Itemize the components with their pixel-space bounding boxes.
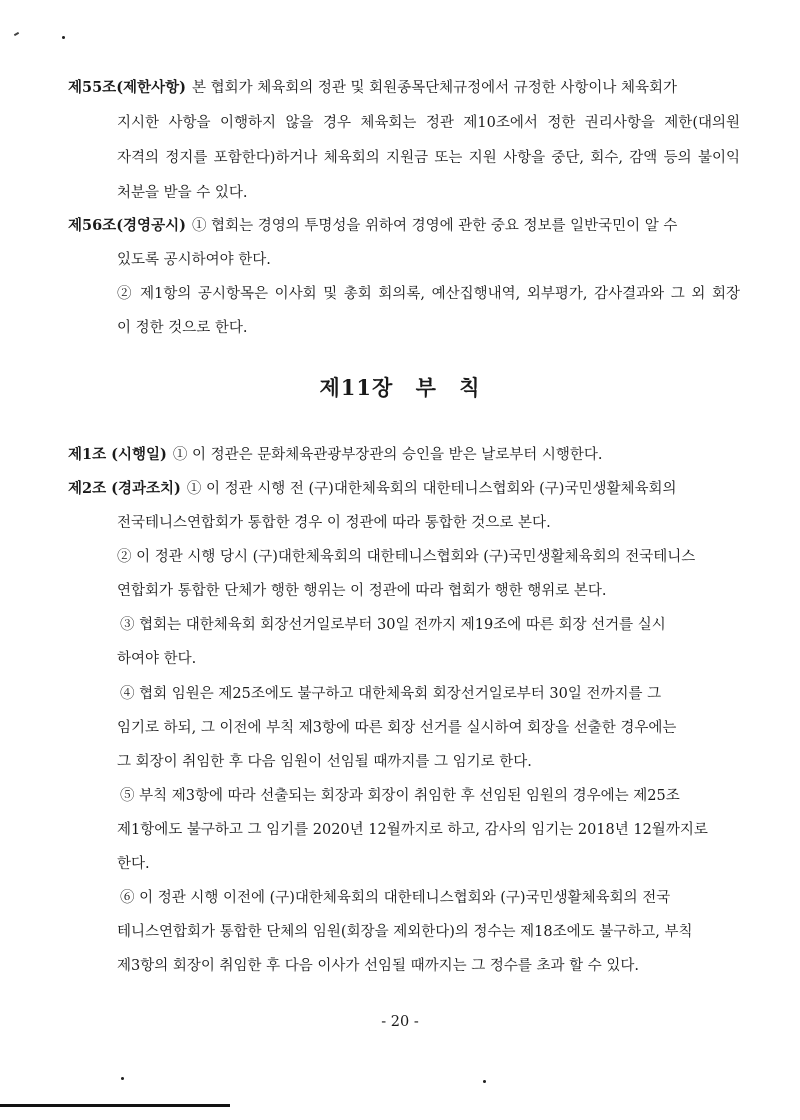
article-56-line-2: 있도록 공시하여야 한다. [117,252,271,268]
supp-article-2-line-4: 연합회가 통합한 단체가 행한 행위는 이 정관에 따라 협회가 행한 행위로 본다. [117,583,607,599]
supp-article-2-heading: 제2조 (경과조치) [68,480,181,497]
supp-article-2-line-12: 한다. [117,856,150,872]
page-number: - 20 - [381,1014,419,1030]
article-56-line-1: 제56조(경영공시) ① 협회는 경영의 투명성을 위하여 경영에 관한 중요 정보를 일반국민이 알 수 [68,217,678,234]
supp-article-2-line-13: ⑥ 이 정관 시행 이전에 (구)대한체육회의 대한테니스협회와 (구)국민생활체육회의 전국 [120,890,671,906]
supp-article-2-line-14: 테니스연합회가 통합한 단체의 임원(회장을 제외한다)의 정수는 제18조에도 불구하고, 부칙 [117,924,693,940]
article-55-line-1: 제55조(제한사항) 본 협회가 체육회의 정관 및 회원종목단체규정에서 규정한 사항이나 체육회가 [68,79,678,96]
supp-article-2-line-3: ② 이 정관 시행 당시 (구)대한체육회의 대한테니스협회와 (구)국민생활체육회의 전국테니스 [117,549,696,565]
scan-mark [14,32,19,36]
supp-article-2-line-11: 제1항에도 불구하고 그 임기를 2020년 12월까지로 하고, 감사의 임기는 2018년 12월까지로 [117,822,708,838]
scan-speck [62,36,65,39]
article-55-line-4: 처분을 받을 수 있다. [117,185,248,201]
supp-article-1-heading: 제1조 (시행일) [68,446,167,463]
supp-article-2-line-10: ⑤ 부칙 제3항에 따라 선출되는 회장과 회장이 취임한 후 선임된 임원의 경우에는 제25조 [120,788,680,804]
supp-article-2-line-15: 제3항의 회장이 취임한 후 다음 이사가 선임될 때까지는 그 정수를 초과 할 수 있다. [117,958,639,974]
scan-speck [121,1077,124,1080]
supp-article-2-line-9: 그 회장이 취임한 후 다음 임원이 선임될 때까지를 그 임기로 한다. [117,754,532,770]
supp-article-2-line-8: 임기로 하되, 그 이전에 부칙 제3항에 따른 회장 선거를 실시하여 회장을 선출한 경우에는 [117,720,677,736]
article-55-heading: 제55조(제한사항) [68,79,186,96]
scan-speck [483,1080,486,1083]
chapter-title: 제11장 부 칙 [319,375,481,400]
supp-article-2-line-6: 하여야 한다. [117,651,197,667]
supp-article-2-line-5: ③ 협회는 대한체육회 회장선거일로부터 30일 전까지 제19조에 따른 회장 선거를 실시 [120,617,666,633]
supp-article-1-line-1: 제1조 (시행일) ① 이 정관은 문화체육관광부장관의 승인을 받은 날로부터 시행한다. [68,446,603,463]
article-55-line-3: 자격의 정지를 포함한다)하거나 체육회의 지원금 또는 지원 사항을 중단, 회수, 감액 등의 불이익 [117,150,740,166]
article-56-heading: 제56조(경영공시) [68,217,186,234]
supp-article-2-line-2: 전국테니스연합회가 통합한 경우 이 정관에 따라 통합한 것으로 본다. [117,515,551,531]
article-56-line-3: ② 제1항의 공시항목은 이사회 및 총회 회의록, 예산집행내역, 외부평가, 감사결과와 그 외 회장 [117,286,740,302]
article-55-line-2: 지시한 사항을 이행하지 않을 경우 체육회는 정관 제10조에서 정한 권리사항을 제한(대의원 [117,115,740,131]
scan-edge-line [0,1104,230,1107]
supp-article-2-line-7: ④ 협회 임원은 제25조에도 불구하고 대한체육회 회장선거일로부터 30일 전까지를 그 [120,686,662,702]
supp-article-2-line-1: 제2조 (경과조치) ① 이 정관 시행 전 (구)대한체육회의 대한테니스협회와 (구)국민생활체육회의 [68,480,677,497]
article-56-line-4: 이 정한 것으로 한다. [117,320,248,336]
